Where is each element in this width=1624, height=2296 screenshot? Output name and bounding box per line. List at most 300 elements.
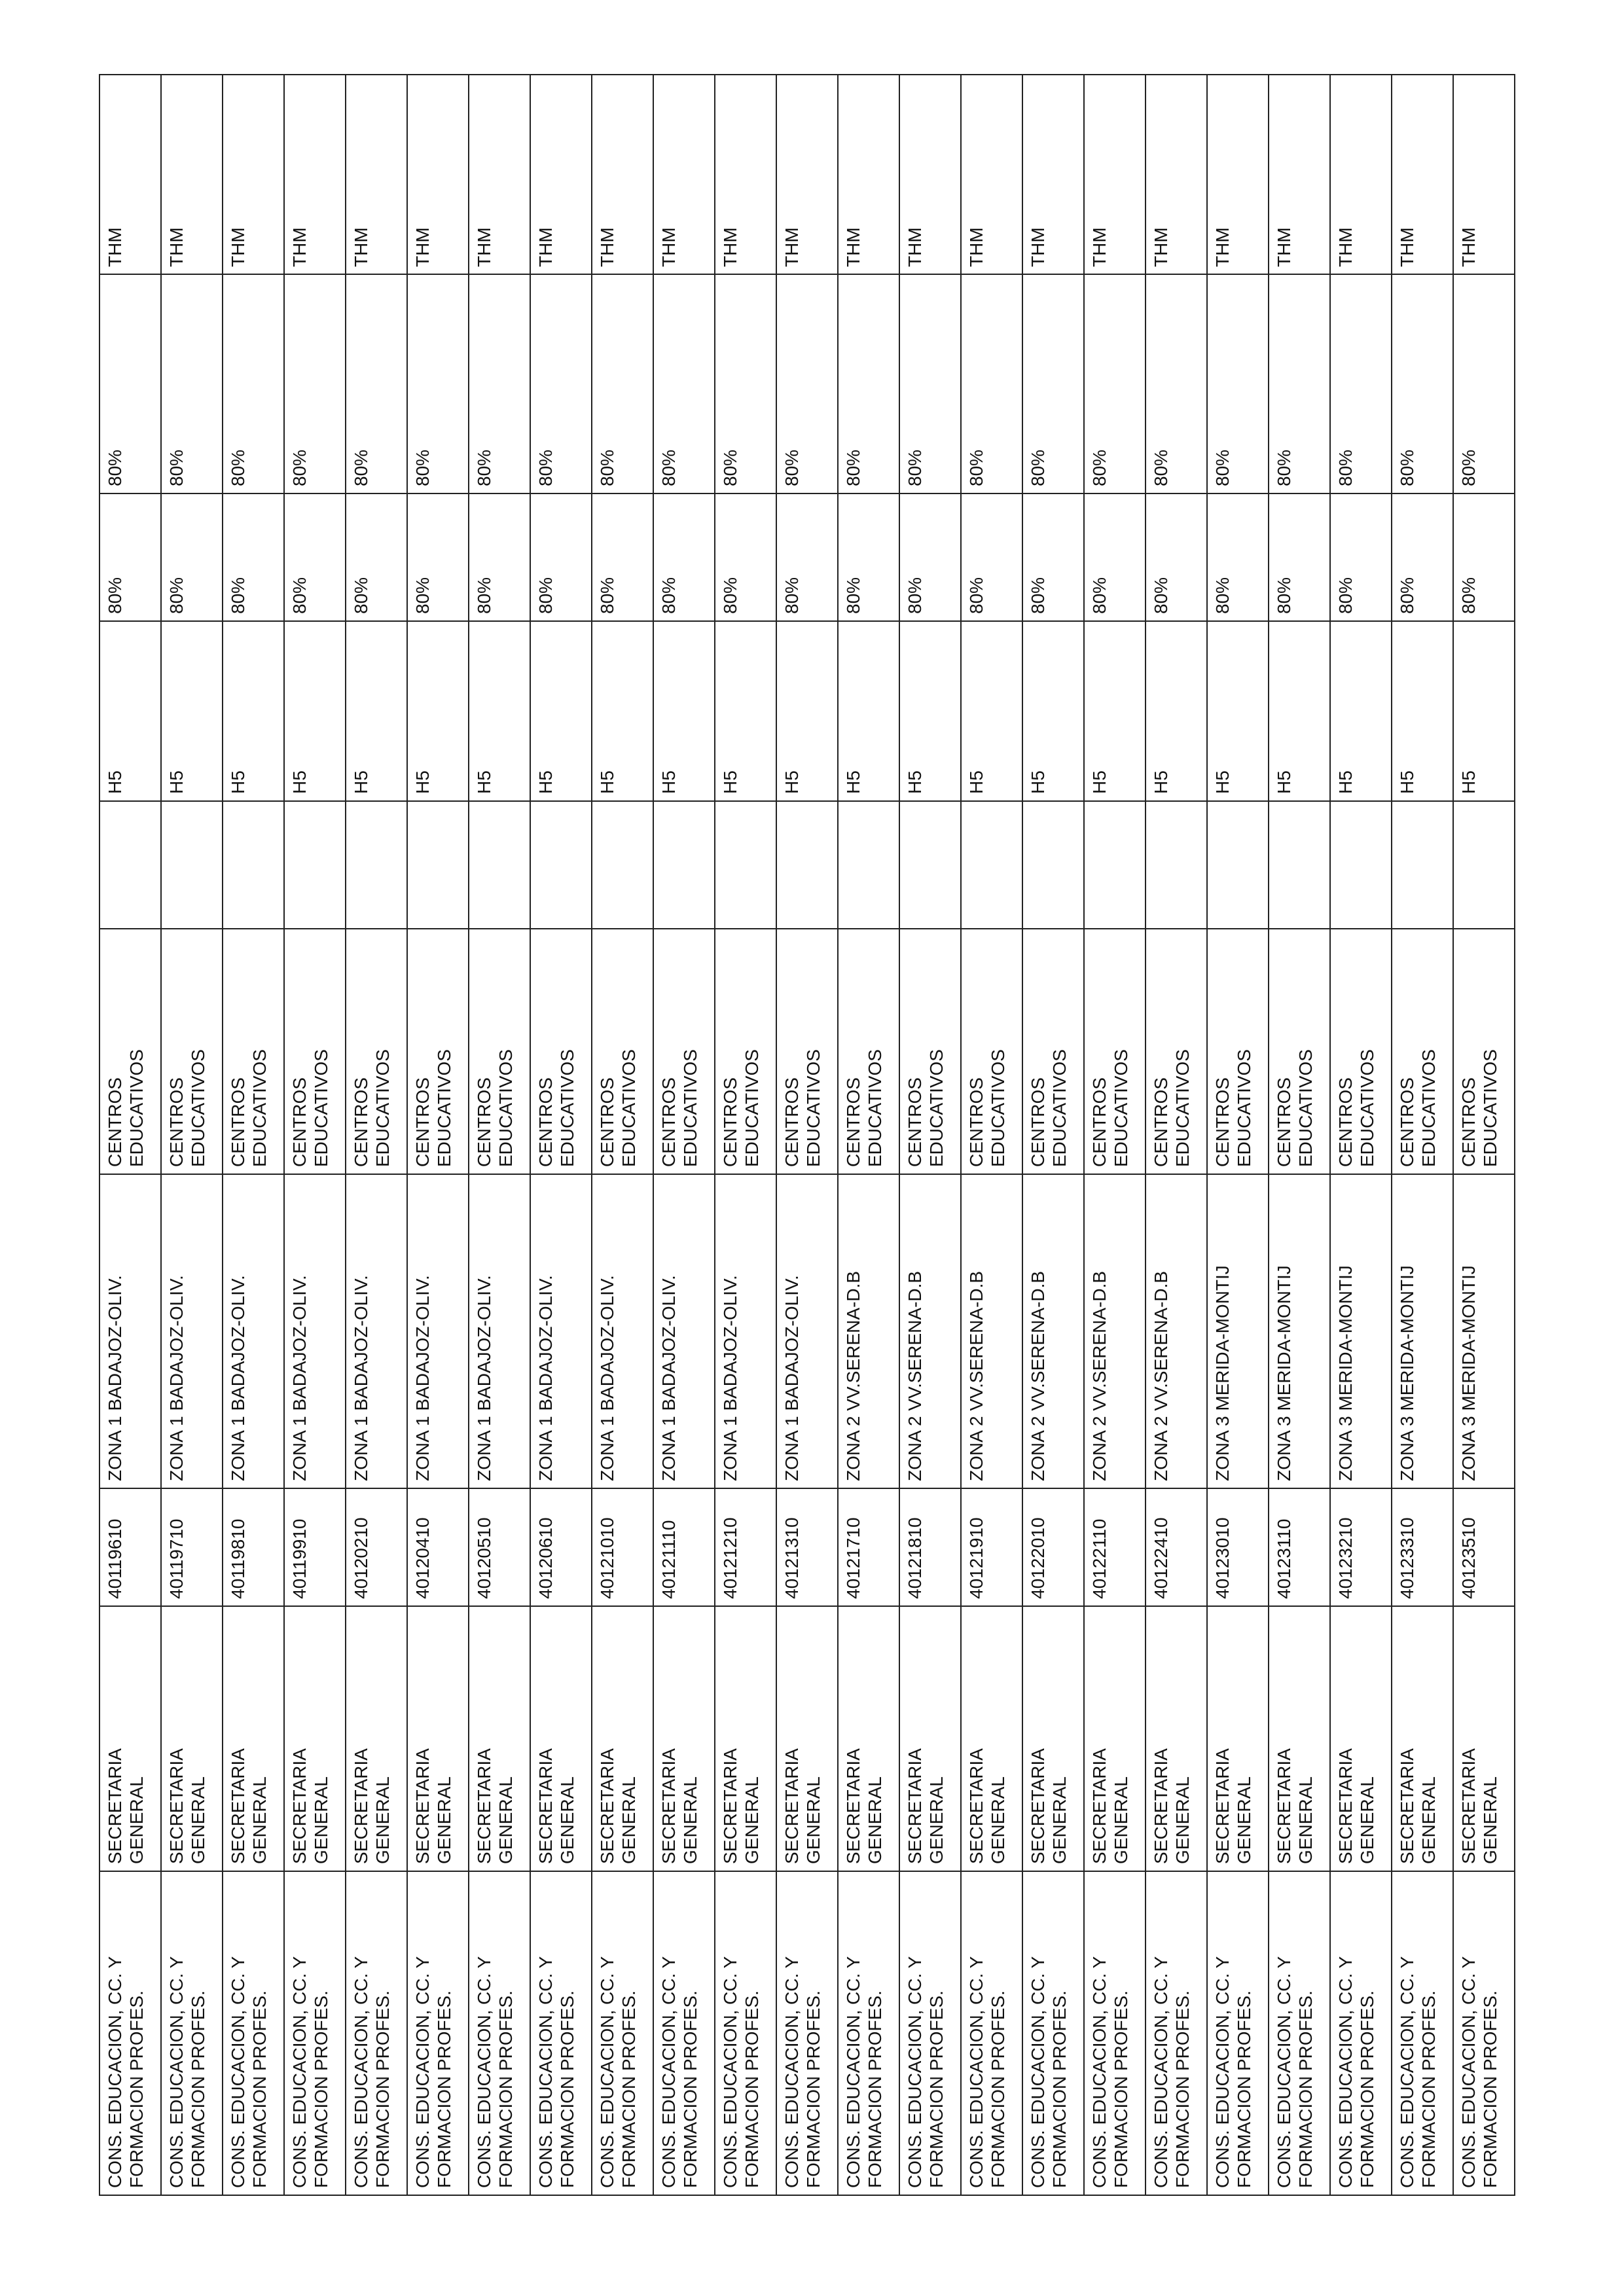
cell-zone-text: ZONA 1 BADAJOZ-OLIV. [289, 1275, 310, 1481]
cell-unit [530, 75, 592, 274]
table-row [1330, 75, 1392, 2195]
cell-empty [99, 801, 161, 929]
cell-unit-text: THM [782, 227, 802, 267]
cell-percent-2-text: 80% [105, 449, 125, 486]
cell-center-type [99, 929, 161, 1174]
cell-percent-2 [407, 274, 469, 493]
cell-department-line: SECRETARIA [720, 1748, 740, 1864]
table-row [1392, 75, 1453, 2195]
table-row [715, 75, 776, 2195]
cell-organization-line: CONS. EDUCACION, CC. Y [1274, 1956, 1294, 2188]
cell-zone [1330, 1174, 1392, 1488]
cell-organization-line: CONS. EDUCACION, CC. Y [597, 1956, 617, 2188]
cell-department-line: SECRETARIA [351, 1748, 371, 1864]
cell-percent-1-text: 80% [1335, 577, 1356, 614]
cell-empty [961, 801, 1022, 929]
cell-organization-line: FORMACION PROFES. [311, 1990, 332, 2188]
cell-organization-line: FORMACION PROFES. [126, 1990, 147, 2188]
cell-organization-line: CONS. EDUCACION, CC. Y [105, 1956, 125, 2188]
cell-percent-2-text: 80% [782, 449, 802, 486]
cell-organization-line: CONS. EDUCACION, CC. Y [1335, 1956, 1356, 2188]
cell-organization-line: CONS. EDUCACION, CC. Y [1397, 1956, 1417, 2188]
cell-h-class [961, 621, 1022, 801]
cell-organization [346, 1871, 407, 2195]
cell-organization-line: CONS. EDUCACION, CC. Y [1089, 1956, 1110, 2188]
cell-code [838, 1488, 899, 1606]
cell-unit-text: THM [412, 227, 433, 267]
table-row [1453, 75, 1515, 2195]
cell-organization-line: FORMACION PROFES. [372, 1990, 393, 2188]
cell-zone-text: ZONA 1 BADAJOZ-OLIV. [782, 1275, 802, 1481]
cell-unit-text: THM [1397, 227, 1417, 267]
cell-organization [530, 1871, 592, 2195]
cell-department-line: SECRETARIA [1274, 1748, 1294, 1864]
cell-code-text: 40122410 [1151, 1517, 1171, 1599]
cell-center-type-line: CENTROS [535, 1077, 556, 1167]
cell-department-line: GENERAL [372, 1776, 393, 1864]
cell-percent-2-text: 80% [535, 449, 556, 486]
cell-zone-text: ZONA 2 VV.SERENA-D.B [1151, 1270, 1171, 1481]
cell-percent-1-text: 80% [1212, 577, 1233, 614]
cell-department-line: SECRETARIA [535, 1748, 556, 1864]
cell-empty [1084, 801, 1146, 929]
table-row [469, 75, 530, 2195]
cell-department-line: SECRETARIA [166, 1748, 187, 1864]
cell-department-line: GENERAL [1172, 1776, 1193, 1864]
cell-percent-2 [1022, 274, 1084, 493]
cell-center-type-line: CENTROS [1089, 1077, 1110, 1167]
cell-department-line: GENERAL [1295, 1776, 1316, 1864]
cell-center-type-line: CENTROS [782, 1077, 802, 1167]
cell-center-type-line: CENTROS [166, 1077, 187, 1167]
cell-percent-1-text: 80% [228, 577, 248, 614]
cell-center-type-line: CENTROS [412, 1077, 433, 1167]
cell-percent-2-text: 80% [289, 449, 310, 486]
cell-code-text: 40123510 [1458, 1517, 1479, 1599]
cell-center-type-line: CENTROS [843, 1077, 863, 1167]
cell-code-text: 40119810 [228, 1518, 248, 1599]
cell-h-class [223, 621, 284, 801]
cell-organization [1330, 1871, 1392, 2195]
cell-department [653, 1606, 715, 1871]
cell-department [530, 1606, 592, 1871]
cell-unit [1022, 75, 1084, 274]
cell-organization-line: FORMACION PROFES. [1234, 1990, 1255, 2188]
cell-organization [407, 1871, 469, 2195]
cell-department-line: GENERAL [742, 1776, 763, 1864]
cell-h-class [1146, 621, 1207, 801]
cell-percent-2 [1392, 274, 1453, 493]
cell-zone-text: ZONA 2 VV.SERENA-D.B [843, 1270, 863, 1481]
data-table [99, 74, 1515, 2196]
cell-code [961, 1488, 1022, 1606]
cell-percent-2-text: 80% [1335, 449, 1356, 486]
cell-h-class-text: H5 [535, 770, 556, 794]
cell-zone [653, 1174, 715, 1488]
cell-zone-text: ZONA 3 MERIDA-MONTIJ [1458, 1265, 1479, 1481]
cell-department-line: SECRETARIA [412, 1748, 433, 1864]
cell-department-line: GENERAL [496, 1776, 516, 1864]
cell-zone [1453, 1174, 1515, 1488]
cell-unit [838, 75, 899, 274]
cell-h-class [653, 621, 715, 801]
cell-center-type-line: EDUCATIVOS [188, 1049, 209, 1167]
cell-organization-line: FORMACION PROFES. [188, 1990, 209, 2188]
cell-h-class-text: H5 [412, 770, 433, 794]
cell-department-line: SECRETARIA [105, 1748, 125, 1864]
cell-department-line: SECRETARIA [905, 1748, 925, 1864]
table-row [99, 75, 161, 2195]
cell-center-type [1146, 929, 1207, 1174]
cell-percent-1 [469, 493, 530, 621]
cell-department-line: SECRETARIA [289, 1748, 310, 1864]
cell-h-class-text: H5 [228, 770, 248, 794]
cell-center-type-line: CENTROS [1028, 1077, 1048, 1167]
cell-center-type-line: CENTROS [597, 1077, 617, 1167]
cell-unit-text: THM [1028, 227, 1048, 267]
cell-code-text: 40123210 [1335, 1517, 1356, 1599]
cell-unit-text: THM [535, 227, 556, 267]
cell-zone-text: ZONA 2 VV.SERENA-D.B [1028, 1270, 1048, 1481]
cell-h-class-text: H5 [1397, 770, 1417, 794]
cell-center-type [1207, 929, 1269, 1174]
cell-zone [161, 1174, 223, 1488]
cell-unit [1453, 75, 1515, 274]
cell-department-line: SECRETARIA [1028, 1748, 1048, 1864]
cell-h-class [161, 621, 223, 801]
cell-code-text: 40123110 [1274, 1518, 1294, 1599]
cell-percent-1 [346, 493, 407, 621]
cell-zone [99, 1174, 161, 1488]
table-row [1269, 75, 1330, 2195]
cell-department-line: SECRETARIA [1212, 1748, 1233, 1864]
cell-department [592, 1606, 653, 1871]
cell-organization-line: FORMACION PROFES. [1172, 1990, 1193, 2188]
cell-department [1022, 1606, 1084, 1871]
cell-center-type-line: EDUCATIVOS [496, 1049, 516, 1167]
cell-percent-1 [899, 493, 961, 621]
cell-h-class-text: H5 [1274, 770, 1294, 794]
cell-code-text: 40119710 [166, 1518, 187, 1599]
cell-zone [1207, 1174, 1269, 1488]
cell-unit [1207, 75, 1269, 274]
cell-center-type-line: EDUCATIVOS [1418, 1049, 1439, 1167]
cell-code [284, 1488, 346, 1606]
cell-zone-text: ZONA 1 BADAJOZ-OLIV. [412, 1275, 433, 1481]
cell-unit-text: THM [659, 227, 679, 267]
cell-organization-line: CONS. EDUCACION, CC. Y [1458, 1956, 1479, 2188]
table-row [1022, 75, 1084, 2195]
cell-code-text: 40121110 [659, 1520, 679, 1599]
cell-department [961, 1606, 1022, 1871]
table-row [1207, 75, 1269, 2195]
cell-percent-2-text: 80% [228, 449, 248, 486]
cell-percent-1-text: 80% [597, 577, 617, 614]
cell-organization-line: CONS. EDUCACION, CC. Y [474, 1956, 494, 2188]
cell-percent-2-text: 80% [659, 449, 679, 486]
cell-organization-line: FORMACION PROFES. [865, 1990, 886, 2188]
table-row [961, 75, 1022, 2195]
cell-code [653, 1488, 715, 1606]
table-row [838, 75, 899, 2195]
cell-department-line: GENERAL [1111, 1776, 1132, 1864]
cell-percent-2 [99, 274, 161, 493]
cell-code-text: 40119610 [105, 1518, 125, 1599]
cell-percent-1-text: 80% [105, 577, 125, 614]
cell-unit-text: THM [597, 227, 617, 267]
cell-zone [776, 1174, 838, 1488]
cell-department-line: SECRETARIA [659, 1748, 679, 1864]
cell-organization [1084, 1871, 1146, 2195]
cell-department [838, 1606, 899, 1871]
cell-h-class [1207, 621, 1269, 801]
cell-h-class-text: H5 [1458, 770, 1479, 794]
cell-organization [469, 1871, 530, 2195]
cell-center-type-line: EDUCATIVOS [803, 1049, 824, 1167]
cell-code-text: 40121710 [843, 1517, 863, 1599]
cell-h-class [407, 621, 469, 801]
cell-center-type-line: CENTROS [1335, 1077, 1356, 1167]
cell-center-type-line: EDUCATIVOS [865, 1049, 886, 1167]
cell-organization-line: CONS. EDUCACION, CC. Y [1151, 1956, 1171, 2188]
cell-empty [592, 801, 653, 929]
cell-department [1330, 1606, 1392, 1871]
cell-empty [899, 801, 961, 929]
cell-center-type [469, 929, 530, 1174]
cell-percent-1 [715, 493, 776, 621]
cell-department-line: GENERAL [680, 1776, 701, 1864]
cell-center-type-line: EDUCATIVOS [680, 1049, 701, 1167]
cell-code-text: 40123010 [1212, 1517, 1233, 1599]
cell-organization [161, 1871, 223, 2195]
cell-code-text: 40121810 [905, 1517, 925, 1599]
cell-organization [961, 1871, 1022, 2195]
cell-center-type-line: EDUCATIVOS [434, 1049, 455, 1167]
cell-center-type-line: CENTROS [474, 1077, 494, 1167]
cell-code-text: 40123310 [1397, 1517, 1417, 1599]
cell-department-line: GENERAL [1418, 1776, 1439, 1864]
cell-department-line: SECRETARIA [966, 1748, 986, 1864]
cell-code-text: 40121210 [720, 1517, 740, 1599]
cell-percent-1 [1269, 493, 1330, 621]
cell-empty [469, 801, 530, 929]
cell-percent-1 [653, 493, 715, 621]
cell-organization [653, 1871, 715, 2195]
cell-percent-1-text: 80% [966, 577, 986, 614]
cell-organization-line: CONS. EDUCACION, CC. Y [1212, 1956, 1233, 2188]
cell-unit-text: THM [1089, 227, 1110, 267]
cell-zone-text: ZONA 1 BADAJOZ-OLIV. [105, 1275, 125, 1481]
cell-center-type [899, 929, 961, 1174]
cell-percent-2-text: 80% [1212, 449, 1233, 486]
cell-h-class-text: H5 [966, 770, 986, 794]
cell-code [1022, 1488, 1084, 1606]
cell-department-line: SECRETARIA [1151, 1748, 1171, 1864]
cell-organization-line: CONS. EDUCACION, CC. Y [166, 1956, 187, 2188]
cell-center-type-line: EDUCATIVOS [619, 1049, 640, 1167]
cell-code-text: 40120410 [412, 1517, 433, 1599]
cell-department [776, 1606, 838, 1871]
cell-department [161, 1606, 223, 1871]
cell-percent-2 [1146, 274, 1207, 493]
cell-organization-line: CONS. EDUCACION, CC. Y [720, 1956, 740, 2188]
cell-organization-line: CONS. EDUCACION, CC. Y [966, 1956, 986, 2188]
cell-organization-line: CONS. EDUCACION, CC. Y [351, 1956, 371, 2188]
cell-percent-1 [99, 493, 161, 621]
cell-zone [899, 1174, 961, 1488]
cell-percent-1-text: 80% [720, 577, 740, 614]
cell-percent-1-text: 80% [1397, 577, 1417, 614]
cell-unit [346, 75, 407, 274]
cell-percent-2 [1330, 274, 1392, 493]
cell-h-class [838, 621, 899, 801]
cell-zone [961, 1174, 1022, 1488]
cell-empty [1453, 801, 1515, 929]
cell-h-class [284, 621, 346, 801]
cell-department [284, 1606, 346, 1871]
cell-zone-text: ZONA 2 VV.SERENA-D.B [966, 1270, 986, 1481]
cell-department-line: SECRETARIA [1335, 1748, 1356, 1864]
cell-percent-1 [284, 493, 346, 621]
cell-center-type-line: EDUCATIVOS [372, 1049, 393, 1167]
cell-h-class-text: H5 [782, 770, 802, 794]
cell-percent-2 [592, 274, 653, 493]
cell-center-type-line: EDUCATIVOS [1172, 1049, 1193, 1167]
cell-center-type-line: CENTROS [228, 1077, 248, 1167]
cell-center-type-line: EDUCATIVOS [1357, 1049, 1378, 1167]
cell-zone [1084, 1174, 1146, 1488]
cell-organization-line: FORMACION PROFES. [1049, 1990, 1070, 2188]
cell-percent-2-text: 80% [351, 449, 371, 486]
cell-department [1146, 1606, 1207, 1871]
table-row [899, 75, 961, 2195]
cell-percent-1-text: 80% [1089, 577, 1110, 614]
cell-organization [99, 1871, 161, 2195]
cell-department-line: GENERAL [1357, 1776, 1378, 1864]
cell-department [1207, 1606, 1269, 1871]
cell-center-type-line: EDUCATIVOS [988, 1049, 1009, 1167]
table-row [776, 75, 838, 2195]
cell-department-line: SECRETARIA [843, 1748, 863, 1864]
cell-code [715, 1488, 776, 1606]
cell-code-text: 40122010 [1028, 1517, 1048, 1599]
cell-code [1084, 1488, 1146, 1606]
cell-organization-line: CONS. EDUCACION, CC. Y [228, 1956, 248, 2188]
cell-code [469, 1488, 530, 1606]
cell-percent-1 [1453, 493, 1515, 621]
cell-code-text: 40120510 [474, 1517, 494, 1599]
cell-organization [592, 1871, 653, 2195]
cell-center-type [961, 929, 1022, 1174]
cell-code [99, 1488, 161, 1606]
cell-department-line: SECRETARIA [597, 1748, 617, 1864]
cell-code [592, 1488, 653, 1606]
cell-unit [99, 75, 161, 274]
cell-h-class [530, 621, 592, 801]
cell-department [899, 1606, 961, 1871]
cell-center-type [161, 929, 223, 1174]
cell-center-type-line: CENTROS [351, 1077, 371, 1167]
cell-percent-2 [838, 274, 899, 493]
cell-organization-line: FORMACION PROFES. [1480, 1990, 1501, 2188]
cell-h-class [469, 621, 530, 801]
cell-center-type-line: EDUCATIVOS [249, 1049, 270, 1167]
cell-percent-1 [1207, 493, 1269, 621]
cell-zone [1269, 1174, 1330, 1488]
cell-center-type-line: CENTROS [1458, 1077, 1479, 1167]
cell-unit [776, 75, 838, 274]
cell-unit [407, 75, 469, 274]
cell-organization-line: FORMACION PROFES. [926, 1990, 947, 2188]
cell-percent-1 [1084, 493, 1146, 621]
cell-center-type-line: CENTROS [659, 1077, 679, 1167]
cell-percent-1-text: 80% [166, 577, 187, 614]
cell-h-class [899, 621, 961, 801]
cell-organization [1392, 1871, 1453, 2195]
cell-percent-1-text: 80% [289, 577, 310, 614]
cell-unit-text: THM [905, 227, 925, 267]
cell-zone-text: ZONA 1 BADAJOZ-OLIV. [659, 1275, 679, 1481]
cell-percent-2-text: 80% [1397, 449, 1417, 486]
cell-unit-text: THM [351, 227, 371, 267]
cell-organization-line: FORMACION PROFES. [1111, 1990, 1132, 2188]
cell-department-line: GENERAL [311, 1776, 332, 1864]
cell-percent-2-text: 80% [966, 449, 986, 486]
cell-unit [1084, 75, 1146, 274]
cell-percent-1 [407, 493, 469, 621]
cell-organization-line: FORMACION PROFES. [619, 1990, 640, 2188]
cell-percent-2 [284, 274, 346, 493]
cell-code [346, 1488, 407, 1606]
cell-center-type-line: CENTROS [105, 1077, 125, 1167]
cell-department-line: GENERAL [988, 1776, 1009, 1864]
cell-organization-line: FORMACION PROFES. [1418, 1990, 1439, 2188]
table-row [1146, 75, 1207, 2195]
cell-h-class-text: H5 [720, 770, 740, 794]
cell-percent-2 [1269, 274, 1330, 493]
cell-code [1269, 1488, 1330, 1606]
cell-department-line: GENERAL [619, 1776, 640, 1864]
cell-h-class [1392, 621, 1453, 801]
cell-percent-1 [961, 493, 1022, 621]
cell-organization [715, 1871, 776, 2195]
cell-h-class [1084, 621, 1146, 801]
cell-h-class-text: H5 [1028, 770, 1048, 794]
cell-unit [653, 75, 715, 274]
cell-unit-text: THM [1335, 227, 1356, 267]
cell-organization [1453, 1871, 1515, 2195]
cell-center-type-line: EDUCATIVOS [126, 1049, 147, 1167]
cell-organization-line: FORMACION PROFES. [434, 1990, 455, 2188]
cell-organization [1207, 1871, 1269, 2195]
table-row [653, 75, 715, 2195]
cell-h-class [715, 621, 776, 801]
cell-center-type-line: EDUCATIVOS [1111, 1049, 1132, 1167]
cell-department-line: SECRETARIA [782, 1748, 802, 1864]
cell-percent-2-text: 80% [843, 449, 863, 486]
cell-zone-text: ZONA 1 BADAJOZ-OLIV. [535, 1275, 556, 1481]
cell-center-type [346, 929, 407, 1174]
cell-unit-text: THM [228, 227, 248, 267]
cell-department-line: GENERAL [557, 1776, 578, 1864]
table-body [99, 75, 1515, 2195]
cell-zone [838, 1174, 899, 1488]
table-row [592, 75, 653, 2195]
cell-unit-text: THM [966, 227, 986, 267]
cell-unit [1146, 75, 1207, 274]
cell-zone [407, 1174, 469, 1488]
cell-department-line: GENERAL [1234, 1776, 1255, 1864]
